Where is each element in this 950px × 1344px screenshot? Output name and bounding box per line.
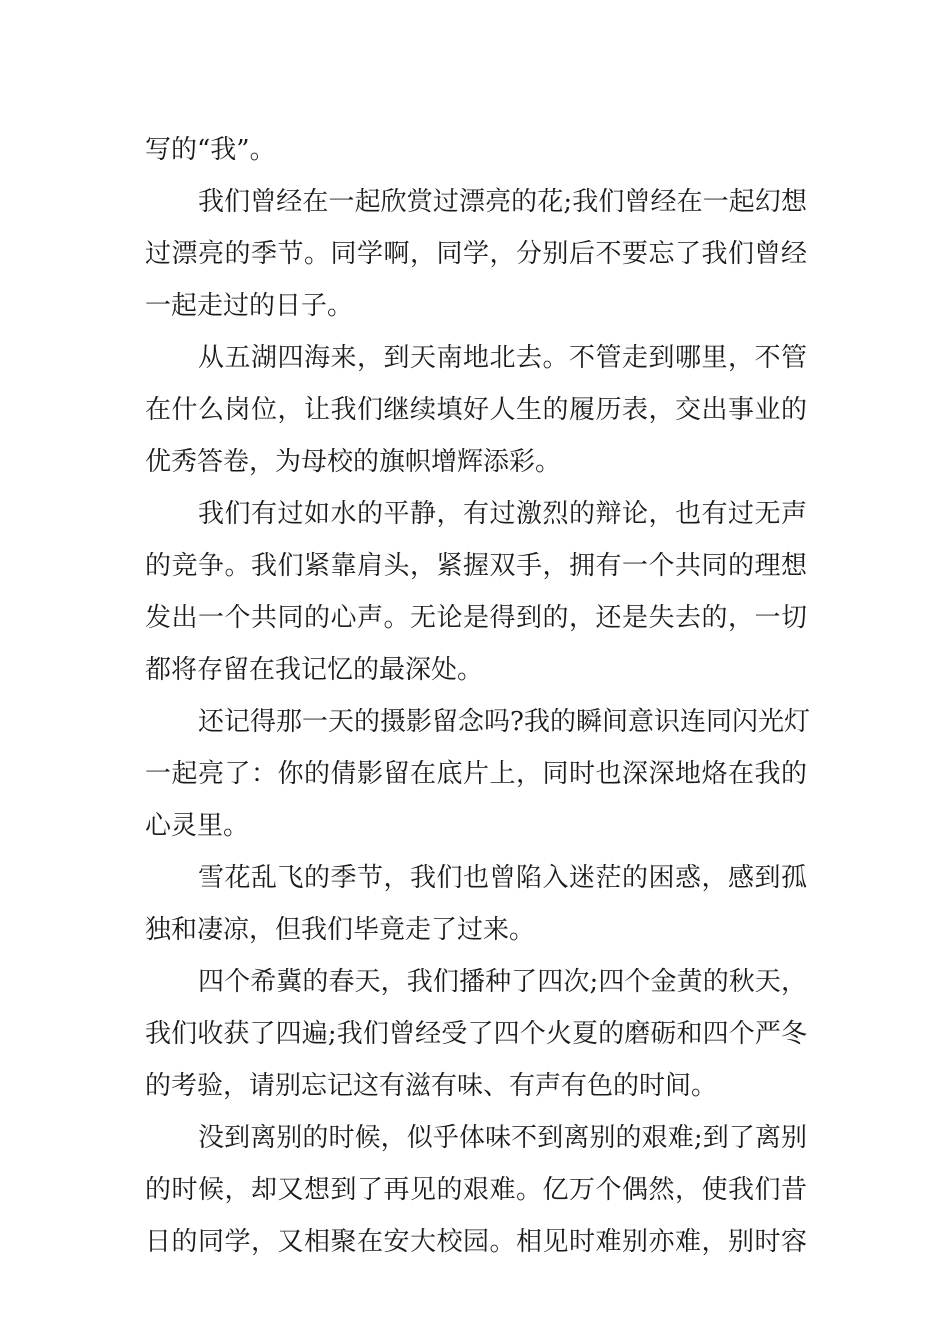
paragraph-first-line: 四个希冀的春天，我们播种了四次;四个金黄的秋天， xyxy=(198,967,807,997)
text-line: 心灵里。 xyxy=(145,811,250,841)
text-line: 独和凄凉，但我们毕竟走了过来。 xyxy=(145,915,536,945)
text-line: 都将存留在我记忆的最深处。 xyxy=(145,655,484,685)
text-line: 在什么岗位，让我们继续填好人生的履历表，交出事业的 xyxy=(145,395,807,425)
text-line: 一起走过的日子。 xyxy=(145,291,354,321)
paragraph-first-line: 雪花乱飞的季节，我们也曾陷入迷茫的困惑，感到孤 xyxy=(198,863,807,893)
paragraph-first-line: 还记得那一天的摄影留念吗?我的瞬间意识连同闪光灯 xyxy=(198,707,810,737)
text-line: 一起亮了：你的倩影留在底片上，同时也深深地烙在我的 xyxy=(145,759,807,789)
text-line: 的考验，请别忘记这有滋有味、有声有色的时间。 xyxy=(145,1071,718,1101)
paragraph-first-line: 我们曾经在一起欣赏过漂亮的花;我们曾经在一起幻想 xyxy=(198,187,807,217)
paragraph-first-line: 从五湖四海来，到天南地北去。不管走到哪里，不管 xyxy=(198,343,807,373)
text-line: 发出一个共同的心声。无论是得到的，还是失去的，一切 xyxy=(145,603,807,633)
text-line: 优秀答卷，为母校的旗帜增辉添彩。 xyxy=(145,447,562,477)
text-line: 过漂亮的季节。同学啊，同学，分别后不要忘了我们曾经 xyxy=(145,239,807,269)
text-line: 写的“我”。 xyxy=(145,135,276,165)
text-line: 我们收获了四遍;我们曾经受了四个火夏的磨砺和四个严冬 xyxy=(145,1019,807,1049)
text-line: 日的同学，又相聚在安大校园。相见时难别亦难，别时容 xyxy=(145,1227,807,1257)
paragraph-first-line: 没到离别的时候，似乎体味不到离别的艰难;到了离别 xyxy=(198,1123,807,1153)
text-line: 的竞争。我们紧靠肩头，紧握双手，拥有一个共同的理想 xyxy=(145,551,807,581)
paragraph-first-line: 我们有过如水的平静，有过激烈的辩论，也有过无声 xyxy=(198,499,807,529)
document-body xyxy=(145,124,810,1268)
text-line: 的时候，却又想到了再见的艰难。亿万个偶然，使我们昔 xyxy=(145,1175,807,1205)
